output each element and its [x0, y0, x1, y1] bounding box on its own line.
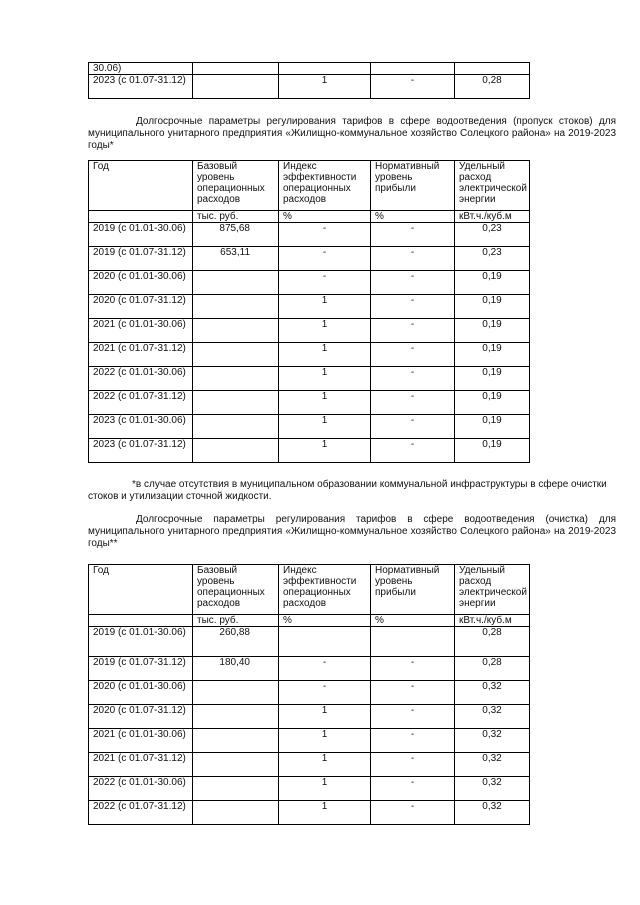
header-row [89, 161, 530, 211]
year-cell: 2020 (с 01.01-30.06) [89, 681, 193, 705]
year-cell: 2019 (с 01.07-31.12) [89, 657, 193, 681]
year-cell: 2022 (с 01.07-31.12) [89, 391, 193, 415]
efficiency-index-cell: - [279, 681, 371, 705]
table-row [89, 753, 530, 777]
unit-cell [89, 615, 193, 627]
unit-cell: % [279, 211, 371, 223]
column-header: Индекс эффективности операционных расходов [279, 161, 371, 211]
table-row [89, 75, 530, 99]
profit-level-cell: - [371, 271, 455, 295]
efficiency-index-cell: 1 [279, 801, 371, 825]
year-cell: 2022 (с 01.01-30.06) [89, 777, 193, 801]
unit-cell: % [279, 615, 371, 627]
efficiency-index-cell: 1 [279, 753, 371, 777]
column-header: Удельный расход электрической энергии [455, 161, 530, 211]
energy-use-cell: 0,19 [455, 415, 530, 439]
column-header: Год [89, 565, 193, 615]
table-row [89, 63, 530, 75]
units-row [89, 615, 530, 627]
tariff-table-cleaning [88, 564, 530, 825]
section1-heading: Долгосрочные параметры регулирования тарифов в сфере водоотведения (пропуск стоков) для муниципального унитарного предприятия «Жилищно-коммунальное хозяйство Солецкого района» на 2019-2023 годы* [88, 116, 616, 151]
tariff-table-cleaning-header [89, 565, 530, 627]
year-cell: 2019 (с 01.01-30.06) [89, 223, 193, 247]
year-cell: 2021 (с 01.01-30.06) [89, 729, 193, 753]
efficiency-index-cell: 1 [279, 75, 371, 99]
profit-level-cell: - [371, 777, 455, 801]
column-header: Год [89, 161, 193, 211]
profit-level-cell: - [371, 75, 455, 99]
energy-use-cell: 0,19 [455, 391, 530, 415]
profit-level-cell: - [371, 391, 455, 415]
table-row [89, 801, 530, 825]
profit-level-cell: - [371, 439, 455, 463]
table-row [89, 319, 530, 343]
profit-level-cell: - [371, 415, 455, 439]
base-cost-cell [193, 367, 279, 391]
energy-use-cell: 0,32 [455, 705, 530, 729]
energy-use-cell: 0,19 [455, 271, 530, 295]
energy-use-cell: 0,32 [455, 777, 530, 801]
energy-use-cell: 0,32 [455, 681, 530, 705]
year-cell: 30.06) [89, 63, 193, 75]
base-cost-cell [193, 63, 279, 75]
base-cost-cell [193, 439, 279, 463]
tariff-table-cleaning-body [89, 627, 530, 825]
profit-level-cell: - [371, 223, 455, 247]
efficiency-index-cell: 1 [279, 319, 371, 343]
energy-use-cell: 0,23 [455, 223, 530, 247]
year-cell: 2023 (с 01.07-31.12) [89, 439, 193, 463]
year-cell: 2021 (с 01.07-31.12) [89, 343, 193, 367]
profit-level-cell: - [371, 753, 455, 777]
tariff-table-pass-body [89, 223, 530, 463]
base-cost-cell [193, 295, 279, 319]
efficiency-index-cell: 1 [279, 777, 371, 801]
profit-level-cell [371, 627, 455, 657]
energy-use-cell: 0,19 [455, 439, 530, 463]
base-cost-cell [193, 271, 279, 295]
table-row [89, 415, 530, 439]
unit-cell [89, 211, 193, 223]
column-header: Нормативный уровень прибыли [371, 565, 455, 615]
energy-use-cell: 0,19 [455, 343, 530, 367]
efficiency-index-cell: - [279, 271, 371, 295]
efficiency-index-cell: 1 [279, 705, 371, 729]
base-cost-cell [193, 681, 279, 705]
profit-level-cell: - [371, 657, 455, 681]
profit-level-cell: - [371, 367, 455, 391]
base-cost-cell [193, 729, 279, 753]
tariff-table-pass [88, 160, 530, 463]
year-cell: 2022 (с 01.07-31.12) [89, 801, 193, 825]
year-cell: 2020 (с 01.07-31.12) [89, 295, 193, 319]
base-cost-cell [193, 705, 279, 729]
table-row [89, 657, 530, 681]
efficiency-index-cell: - [279, 657, 371, 681]
energy-use-cell: 0,28 [455, 657, 530, 681]
section1-footnote: *в случае отсутствия в муниципальном образовании коммунальной инфраструктуры в сфере очистки стоков и утилизации сточной жидкости. [88, 479, 607, 502]
column-header: Удельный расход электрической энергии [455, 565, 530, 615]
efficiency-index-cell [279, 627, 371, 657]
unit-cell: кВт.ч./куб.м [455, 211, 530, 223]
base-cost-cell [193, 801, 279, 825]
base-cost-cell [193, 75, 279, 99]
unit-cell: тыс. руб. [193, 211, 279, 223]
unit-cell: % [371, 211, 455, 223]
table-row [89, 247, 530, 271]
energy-use-cell: 0,32 [455, 801, 530, 825]
profit-level-cell: - [371, 729, 455, 753]
efficiency-index-cell: 1 [279, 295, 371, 319]
year-cell: 2021 (с 01.01-30.06) [89, 319, 193, 343]
table-row [89, 777, 530, 801]
table-row [89, 439, 530, 463]
profit-level-cell: - [371, 319, 455, 343]
energy-use-cell: 0,28 [455, 75, 530, 99]
base-cost-cell [193, 777, 279, 801]
efficiency-index-cell: - [279, 223, 371, 247]
column-header: Индекс эффективности операционных расходов [279, 565, 371, 615]
efficiency-index-cell: 1 [279, 729, 371, 753]
year-cell: 2022 (с 01.01-30.06) [89, 367, 193, 391]
table-row [89, 729, 530, 753]
section2-heading: Долгосрочные параметры регулирования тарифов в сфере водоотведения (очистка) для муниципального унитарного предприятия «Жилищно-коммунальное хозяйство Солецкого района» на 2019-2023 годы** [88, 514, 616, 549]
energy-use-cell [455, 63, 530, 75]
energy-use-cell: 0,23 [455, 247, 530, 271]
efficiency-index-cell: 1 [279, 391, 371, 415]
base-cost-cell [193, 415, 279, 439]
energy-use-cell: 0,19 [455, 295, 530, 319]
year-cell: 2023 (с 01.07-31.12) [89, 75, 193, 99]
table-row [89, 223, 530, 247]
table-row [89, 681, 530, 705]
base-cost-cell: 653,11 [193, 247, 279, 271]
table-row [89, 343, 530, 367]
profit-level-cell: - [371, 705, 455, 729]
profit-level-cell: - [371, 295, 455, 319]
unit-cell: кВт.ч./куб.м [455, 615, 530, 627]
energy-use-cell: 0,19 [455, 319, 530, 343]
profit-level-cell: - [371, 801, 455, 825]
column-header: Базовый уровень операционных расходов [193, 565, 279, 615]
year-cell: 2019 (с 01.07-31.12) [89, 247, 193, 271]
efficiency-index-cell: 1 [279, 415, 371, 439]
base-cost-cell: 260,88 [193, 627, 279, 657]
profit-level-cell: - [371, 681, 455, 705]
efficiency-index-cell: 1 [279, 439, 371, 463]
table-row [89, 295, 530, 319]
year-cell: 2020 (с 01.07-31.12) [89, 705, 193, 729]
base-cost-cell [193, 753, 279, 777]
top-table [88, 62, 530, 99]
base-cost-cell [193, 391, 279, 415]
energy-use-cell: 0,19 [455, 367, 530, 391]
table-row [89, 627, 530, 657]
unit-cell: % [371, 615, 455, 627]
efficiency-index-cell: - [279, 247, 371, 271]
year-cell: 2023 (с 01.01-30.06) [89, 415, 193, 439]
base-cost-cell: 180,40 [193, 657, 279, 681]
top-table-body [89, 63, 530, 99]
base-cost-cell [193, 343, 279, 367]
units-row [89, 211, 530, 223]
year-cell: 2020 (с 01.01-30.06) [89, 271, 193, 295]
efficiency-index-cell [279, 63, 371, 75]
base-cost-cell [193, 319, 279, 343]
energy-use-cell: 0,28 [455, 627, 530, 657]
efficiency-index-cell: 1 [279, 343, 371, 367]
unit-cell: тыс. руб. [193, 615, 279, 627]
profit-level-cell [371, 63, 455, 75]
column-header: Нормативный уровень прибыли [371, 161, 455, 211]
profit-level-cell: - [371, 343, 455, 367]
header-row [89, 565, 530, 615]
table-row [89, 271, 530, 295]
table-row [89, 705, 530, 729]
table-row [89, 391, 530, 415]
energy-use-cell: 0,32 [455, 753, 530, 777]
base-cost-cell: 875,68 [193, 223, 279, 247]
energy-use-cell: 0,32 [455, 729, 530, 753]
year-cell: 2019 (с 01.01-30.06) [89, 627, 193, 657]
profit-level-cell: - [371, 247, 455, 271]
table-row [89, 367, 530, 391]
efficiency-index-cell: 1 [279, 367, 371, 391]
column-header: Базовый уровень операционных расходов [193, 161, 279, 211]
tariff-table-pass-header [89, 161, 530, 223]
year-cell: 2021 (с 01.07-31.12) [89, 753, 193, 777]
